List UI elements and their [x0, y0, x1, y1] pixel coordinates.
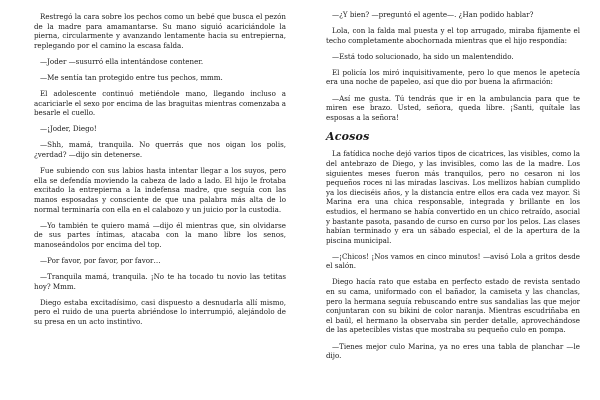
paragraph: —Así me gusta. Tú tendrás que ir en la ambulancia para que te miren ese brazo. Usted, señora, queda libre. ¡Santi, quítale las esposas a la señora!: [326, 93, 580, 122]
paragraph: Diego hacía rato que estaba en perfecto estado de revista sentado en su cama, uniformado con el bañador, la camiseta y las chanclas, pero la hermana seguía rebuscando entre sus sandalias las que mejor conjuntaran con su bikini de color naranja. Mientras escudriñaba en el baúl, el hermano la observaba sin perder detalle, aprovechándose de las apetecibles vistas que mostraba su pequeño culo en pompa.: [326, 277, 580, 335]
paragraph: —Está todo solucionado, ha sido un malentendido.: [332, 51, 514, 61]
paragraph: —Shh, mamá, tranquila. No querrás que nos oigan los polis, ¿verdad? —dijo sin detenerse.: [34, 140, 286, 160]
paragraph: —Tienes mejor culo Marina, ya no eres una tabla de planchar —le dijo.: [326, 341, 580, 361]
paragraph: El adolescente continuó metiéndole mano, llegando incluso a acariciarle el sexo por encima de las braguitas mientras comenzaba a besarle el cuello.: [34, 89, 286, 118]
paragraph: —Me sentía tan protegido entre tus pechos, mmm.: [40, 72, 223, 82]
paragraph: —¿Y bien? —preguntó el agente—. ¿Han podido hablar?: [332, 10, 534, 19]
paragraph: —Tranquila mamá, tranquila. ¡No te ha tocado tu novio las tetitas hoy? Mmm.: [34, 271, 286, 291]
section-title: Acosos: [326, 130, 370, 144]
paragraph: —Yo también te quiero mamá —dijo él mientras que, sin olvidarse de sus partes íntimas, atacaba con la mano libre los senos, manoseándolos por encima del top.: [34, 220, 286, 249]
paragraph: La fatídica noche dejó varios tipos de cicatrices, las visibles, como la del antebrazo de Diego, y las invisibles, como las de la madre. Los siguientes meses fueron más tranquilos, pero no cesaron ni los pequeños roces ni las miradas lascivas. Los mellizos habían cumplido ya los dieciséis años, y la distancia entre ellos era cada vez mayor. Si Marina era una chica responsable, integrada y brillante en los estudios, el hermano se había convertido en un chico retraído, asocial y bastante pasota, pasando de curso en curso por los pelos. Las clases habían terminado y era un sábado especial, el de la apertura de la piscina municipal.: [326, 149, 580, 245]
paragraph: —¡Joder, Diego!: [40, 124, 97, 134]
paragraph: Fue subiendo con sus labios hasta intentar llegar a los suyos, pero ella se defendía moviendo la cabeza de lado a lado. El hijo le frotaba excitado la entrepierna a la indefensa madre, que seguía con las manos esposadas y consciente de que una palabra más alta de lo normal terminaría con ella en el calabozo y un juicio por la custodia.: [34, 166, 286, 214]
right-page: [300, 0, 600, 400]
paragraph: Lola, con la falda mal puesta y el top arrugado, miraba fijamente el techo completamente abochornada mientras que el hijo respondía:: [326, 26, 580, 45]
paragraph: Diego estaba excitadísimo, casi dispuesto a desnudarla allí mismo, pero el ruido de una puerta abriéndose lo interrumpió, alejándolo de su presa en un acto instintivo.: [34, 297, 286, 326]
paragraph: El policía los miró inquisitivamente, pero lo que menos le apetecía era una noche de papeleo, así que dio por buena la afirmación:: [326, 67, 580, 87]
paragraph: Restregó la cara sobre los pechos como un bebé que busca el pezón de la madre para amamantarse. Su mano siguió acariciándole la pierna, circularmente y avanzando lentamente hacia su entrepierna, replegando por el camino la escasa falda.: [34, 12, 286, 50]
paragraph: —Por favor, por favor, por favor…: [40, 255, 161, 265]
paragraph: —¡Chicos! ¡Nos vamos en cinco minutos! —avisó Lola a gritos desde el salón.: [326, 251, 580, 271]
paragraph: —Joder —susurró ella intentándose contener.: [40, 56, 204, 66]
